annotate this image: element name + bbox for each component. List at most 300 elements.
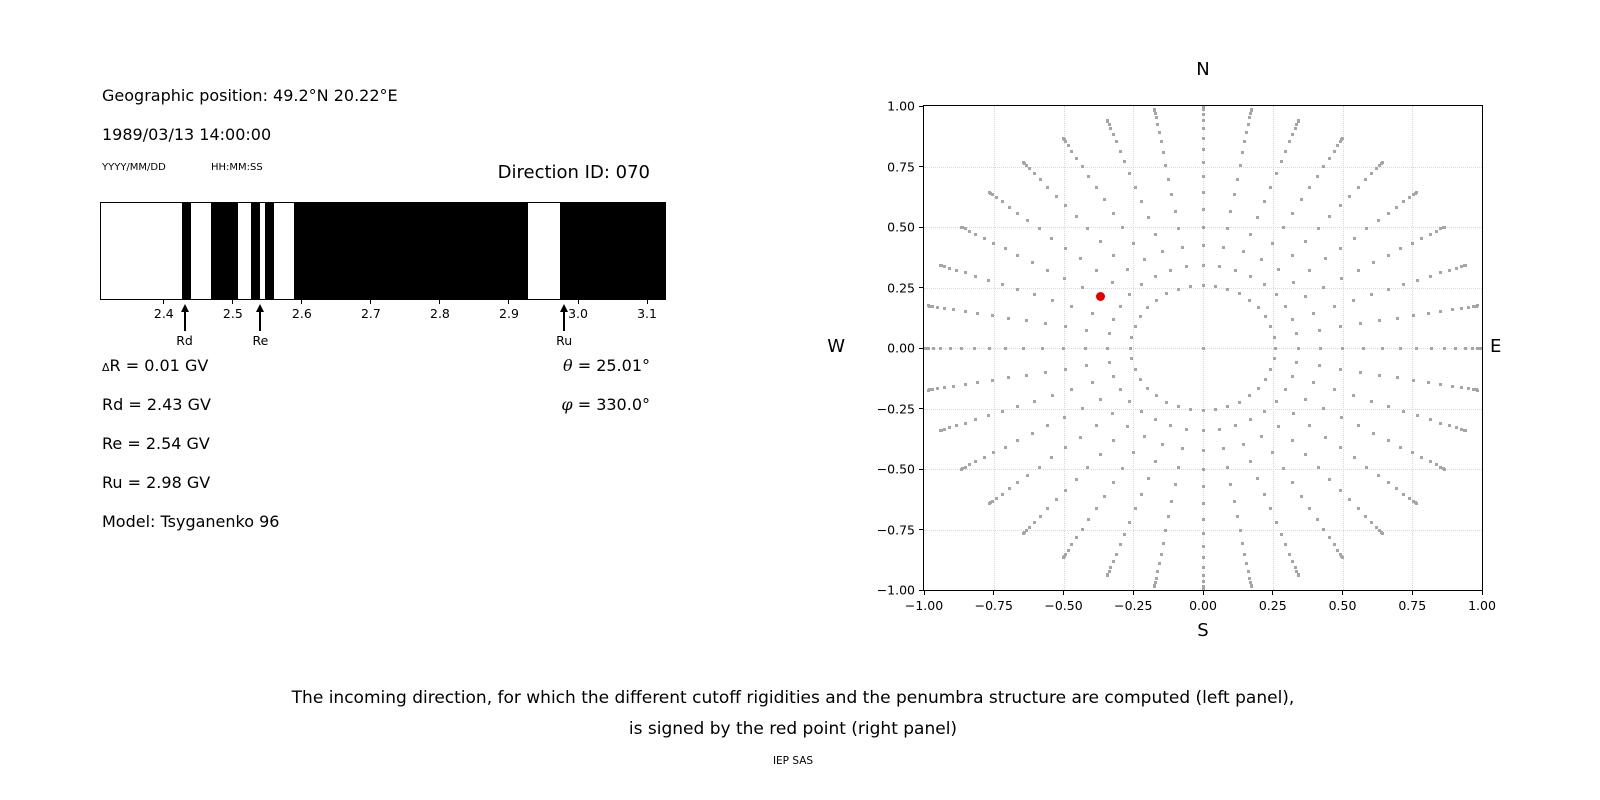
direction-dot	[1022, 347, 1025, 350]
penumbra-band	[211, 203, 239, 299]
direction-dot	[1238, 401, 1241, 404]
direction-dot	[1336, 144, 1339, 147]
direction-dot	[1411, 451, 1414, 454]
direction-dot	[1161, 250, 1164, 253]
direction-dot	[1038, 227, 1041, 230]
gridline-horizontal	[924, 167, 1482, 168]
direction-dot	[1429, 275, 1432, 278]
direction-dot	[1291, 560, 1294, 563]
direction-dot	[1238, 292, 1241, 295]
direction-dot	[1420, 237, 1423, 240]
direction-dot	[1460, 307, 1463, 310]
direction-dot	[1070, 543, 1073, 546]
direction-dot	[1269, 507, 1272, 510]
direction-dot	[1348, 498, 1351, 501]
direction-dot	[1435, 463, 1438, 466]
y-tick-mark	[919, 469, 923, 470]
direction-dot	[1202, 485, 1205, 488]
direction-dot	[1106, 119, 1109, 122]
direction-dot	[1226, 288, 1229, 291]
direction-dot	[1075, 478, 1078, 481]
direction-dot	[995, 497, 998, 500]
direction-dot	[1399, 347, 1402, 350]
direction-dot	[939, 429, 942, 432]
direction-dot	[1064, 368, 1067, 371]
marker-arrow-stem	[184, 311, 186, 331]
direction-dot	[983, 456, 986, 459]
direction-dot	[1134, 325, 1137, 328]
direction-dot	[973, 347, 976, 350]
direction-dot	[1202, 175, 1205, 178]
direction-dot	[1377, 219, 1380, 222]
x-tick-label: 2.5	[222, 306, 243, 321]
direction-dot	[974, 418, 977, 421]
direction-dot	[1202, 244, 1205, 247]
direction-dot	[1189, 408, 1192, 411]
direction-dot	[1448, 424, 1451, 427]
direction-dot	[964, 271, 967, 274]
direction-dot	[936, 387, 939, 390]
direction-dot	[1439, 310, 1442, 313]
direction-dot	[1031, 432, 1034, 435]
direction-dot	[1181, 447, 1184, 450]
direction-dot	[1202, 191, 1205, 194]
direction-dot	[1026, 219, 1029, 222]
direction-dot	[1181, 246, 1184, 249]
direction-dot	[1202, 108, 1205, 111]
direction-dot	[1129, 347, 1132, 350]
y-tick-mark	[919, 106, 923, 107]
caption-line-1: The incoming direction, for which the different cutoff rigidities and the penumbra structure are computed (left panel),	[291, 688, 1295, 708]
direction-dot	[1439, 271, 1442, 274]
direction-dot	[1004, 446, 1007, 449]
direction-dot	[1016, 254, 1019, 257]
y-tick-mark	[919, 590, 923, 591]
x-tick-label: −0.25	[1114, 598, 1153, 613]
direction-dot	[1239, 164, 1242, 167]
direction-dot	[1044, 322, 1047, 325]
direction-dot	[1249, 418, 1252, 421]
direction-dot	[1234, 269, 1237, 272]
direction-dot	[1202, 556, 1205, 559]
direction-dot	[968, 230, 971, 233]
y-tick-label: −0.50	[876, 461, 915, 477]
x-tick-mark	[647, 300, 648, 304]
direction-dot	[1134, 368, 1137, 371]
direction-dot	[1160, 140, 1163, 143]
direction-dot	[952, 308, 955, 311]
direction-dot	[1121, 467, 1124, 470]
direction-dot	[1132, 451, 1135, 454]
direction-dot	[1108, 123, 1111, 126]
direction-dot	[1081, 407, 1084, 410]
direction-dot	[1269, 186, 1272, 189]
direction-dot	[1387, 481, 1390, 484]
direction-dot	[1146, 306, 1149, 309]
directions-plot	[923, 105, 1483, 591]
direction-dot	[1051, 394, 1054, 397]
penumbra-band	[251, 203, 259, 299]
direction-dot	[1119, 305, 1122, 308]
direction-dot	[1108, 361, 1111, 364]
direction-dot	[1295, 123, 1298, 126]
direction-dot	[1218, 428, 1221, 431]
x-tick-mark	[301, 300, 302, 304]
penumbra-band	[182, 203, 191, 299]
direction-dot	[1202, 208, 1205, 211]
theta-symbol: θ	[562, 356, 573, 375]
direction-dot	[1297, 574, 1300, 577]
credit-text: IEP SAS	[772, 755, 814, 767]
direction-dot	[1282, 226, 1285, 229]
direction-dot	[1294, 566, 1297, 569]
direction-dot	[1140, 283, 1143, 286]
direction-dot	[1430, 347, 1433, 350]
direction-dot	[1202, 119, 1205, 122]
direction-dot	[1134, 186, 1137, 189]
direction-dot	[964, 310, 967, 313]
direction-dot	[1025, 319, 1028, 322]
direction-dot	[1263, 410, 1266, 413]
direction-dot	[1016, 212, 1019, 215]
direction-dot	[1443, 226, 1446, 229]
direction-dot	[1249, 233, 1252, 236]
direction-dot	[1429, 233, 1432, 236]
direction-dot	[1070, 150, 1073, 153]
direction-dot	[1001, 410, 1004, 413]
direction-dot	[1300, 495, 1303, 498]
direction-dot	[1455, 426, 1458, 429]
direction-dot	[1340, 416, 1343, 419]
direction-dot	[1339, 204, 1342, 207]
direction-dot	[1277, 425, 1280, 428]
direction-dot	[1026, 474, 1029, 477]
direction-dot	[1202, 532, 1205, 535]
phi-value: = 330.0°	[572, 395, 650, 414]
direction-dot	[1062, 556, 1065, 559]
direction-dot	[1336, 549, 1339, 552]
direction-dot	[1162, 542, 1165, 545]
direction-dot	[927, 304, 930, 307]
direction-dot	[1086, 227, 1089, 230]
direction-dot	[1370, 172, 1373, 175]
direction-dot	[1274, 347, 1277, 350]
x-tick-mark	[993, 591, 994, 595]
gridline-vertical	[1412, 106, 1413, 590]
direction-dot	[1143, 258, 1146, 261]
direction-dot	[1236, 515, 1239, 518]
direction-dot	[1365, 466, 1368, 469]
direction-dot	[1402, 283, 1405, 286]
direction-dot	[952, 385, 955, 388]
direction-dot	[1046, 269, 1049, 272]
direction-dot	[1112, 375, 1115, 378]
compass-south-label: S	[1197, 620, 1209, 641]
direction-dot	[1245, 562, 1248, 565]
direction-dot	[1464, 347, 1467, 350]
direction-dot	[1218, 265, 1221, 268]
direction-dot	[1291, 254, 1294, 257]
direction-dot	[1359, 322, 1362, 325]
direction-dot	[1165, 401, 1168, 404]
direction-dot	[1427, 312, 1430, 315]
direction-dot	[1222, 447, 1225, 450]
direction-dot	[939, 347, 942, 350]
direction-dot	[1481, 347, 1484, 350]
direction-dot	[1016, 405, 1019, 408]
direction-dot	[976, 381, 979, 384]
direction-dot	[1416, 279, 1419, 282]
direction-dot	[1156, 123, 1159, 126]
direction-dot	[931, 305, 934, 308]
direction-dot	[1001, 283, 1004, 286]
direction-dot	[1086, 466, 1089, 469]
direction-dot	[1317, 466, 1320, 469]
direction-dot	[987, 279, 990, 282]
direction-dot	[1264, 315, 1267, 318]
direction-dot	[1189, 285, 1192, 288]
x-tick-mark	[439, 300, 440, 304]
direction-dot	[1162, 151, 1165, 154]
direction-dot	[1153, 585, 1156, 588]
direction-dot	[1292, 412, 1295, 415]
direction-dot	[1119, 543, 1122, 546]
direction-dot	[1402, 200, 1405, 203]
direction-dot	[1280, 160, 1283, 163]
direction-dot	[1408, 196, 1411, 199]
direction-dot	[1284, 305, 1287, 308]
direction-dot	[1095, 269, 1098, 272]
direction-dot	[1087, 175, 1090, 178]
x-tick-label: 0.25	[1258, 598, 1287, 613]
direction-dot	[1025, 374, 1028, 377]
direction-dot	[1322, 286, 1325, 289]
direction-dot	[1046, 186, 1049, 189]
direction-dot	[1248, 116, 1251, 119]
direction-dot	[1022, 161, 1025, 164]
direction-dot	[1324, 257, 1327, 260]
direction-dot	[1226, 405, 1229, 408]
direction-dot	[1106, 347, 1109, 350]
direction-dot	[1233, 193, 1236, 196]
direction-dot	[1016, 288, 1019, 291]
penumbra-band	[294, 203, 529, 299]
direction-dot	[1214, 408, 1217, 411]
direction-dot	[1260, 258, 1263, 261]
direction-dot	[1364, 178, 1367, 181]
direction-dot	[1109, 566, 1112, 569]
x-tick-label: 3.0	[568, 306, 588, 321]
direction-dot	[1160, 553, 1163, 556]
direction-dot	[1269, 325, 1272, 328]
direction-dot	[1111, 412, 1114, 415]
direction-dot	[1370, 400, 1373, 403]
direction-dot	[1067, 144, 1070, 147]
direction-dot	[1364, 515, 1367, 518]
direction-dot	[1234, 424, 1237, 427]
direction-dot	[1402, 410, 1405, 413]
direction-dot	[1378, 374, 1381, 377]
direction-dot	[1202, 284, 1205, 287]
direction-dot	[1039, 515, 1042, 518]
direction-dot	[964, 227, 967, 230]
direction-dot	[1001, 493, 1004, 496]
direction-dot	[1271, 451, 1274, 454]
direction-dot	[1381, 161, 1384, 164]
y-tick-mark	[919, 227, 923, 228]
direction-dot	[1091, 381, 1094, 384]
direction-dot	[1402, 493, 1405, 496]
direction-dot	[1263, 493, 1266, 496]
direction-dot	[1292, 281, 1295, 284]
direction-dot	[1121, 226, 1124, 229]
direction-dot	[1229, 483, 1232, 486]
direction-dot	[1454, 347, 1457, 350]
direction-dot	[1395, 487, 1398, 490]
direction-dot	[1099, 398, 1102, 401]
model-line: Model: Tsyganenko 96	[102, 512, 280, 531]
direction-dot	[1318, 364, 1321, 367]
direction-dot	[1112, 439, 1115, 442]
direction-dot	[1028, 526, 1031, 529]
direction-dot	[1284, 543, 1287, 546]
direction-dot	[1412, 314, 1415, 317]
direction-dot	[1070, 388, 1073, 391]
direction-dot	[1161, 443, 1164, 446]
direction-dot	[1081, 165, 1084, 168]
x-tick-mark	[508, 300, 509, 304]
direction-dot	[1275, 400, 1278, 403]
direction-dot	[1415, 347, 1418, 350]
direction-dot	[1051, 299, 1054, 302]
direction-dot	[1084, 347, 1087, 350]
compass-west-label: W	[827, 336, 845, 357]
direction-dot	[1291, 481, 1294, 484]
direction-dot	[1464, 264, 1467, 267]
direction-dot	[1294, 127, 1297, 130]
format-hints	[102, 162, 263, 173]
x-tick-label: −0.75	[974, 598, 1013, 613]
direction-dot	[1154, 460, 1157, 463]
direction-dot	[1353, 237, 1356, 240]
direction-dot	[1202, 518, 1205, 521]
direction-dot	[1291, 212, 1294, 215]
direction-dot	[976, 312, 979, 315]
direction-dot	[1236, 178, 1239, 181]
x-tick-label: 2.8	[429, 306, 450, 321]
ru-line: Ru = 2.98 GV	[102, 473, 211, 492]
direction-dot	[1008, 206, 1011, 209]
direction-dot	[1308, 424, 1311, 427]
y-tick-mark	[919, 408, 923, 409]
direction-dot	[1099, 453, 1102, 456]
direction-dot	[988, 502, 991, 505]
direction-dot	[1062, 137, 1065, 140]
direction-dot	[943, 307, 946, 310]
direction-dot	[1263, 200, 1266, 203]
direction-dot	[1451, 385, 1454, 388]
direction-dot	[1134, 507, 1137, 510]
direction-dot	[1004, 247, 1007, 250]
direction-dot	[1167, 515, 1170, 518]
direction-dot	[1273, 357, 1276, 360]
direction-dot	[1248, 577, 1251, 580]
direction-dot	[1164, 529, 1167, 532]
direction-dot	[1248, 394, 1251, 397]
direction-dot	[1471, 347, 1474, 350]
direction-dot	[991, 314, 994, 317]
direction-dot	[1387, 212, 1390, 215]
direction-dot	[1169, 269, 1172, 272]
direction-dot	[955, 269, 958, 272]
direction-dot	[943, 428, 946, 431]
direction-dot	[1103, 495, 1106, 498]
direction-dot	[1167, 178, 1170, 181]
x-tick-label: 2.4	[153, 306, 174, 321]
direction-dot	[1128, 521, 1131, 524]
direction-dot	[1115, 140, 1118, 143]
direction-dot	[1273, 336, 1276, 339]
marker-label: Rd	[176, 333, 193, 348]
direction-dot	[1297, 119, 1300, 122]
direction-dot	[1288, 553, 1291, 556]
direction-dot	[949, 347, 952, 350]
direction-dot	[1128, 293, 1131, 296]
direction-dot	[1242, 250, 1245, 253]
y-tick-label: −0.75	[876, 522, 915, 537]
direction-dot	[1055, 195, 1058, 198]
direction-dot	[1007, 376, 1010, 379]
direction-dot	[1341, 347, 1344, 350]
direction-dot	[948, 426, 951, 429]
direction-dot	[1081, 286, 1084, 289]
x-tick-label: 0.50	[1328, 598, 1357, 613]
direction-dot	[1108, 332, 1111, 335]
direction-dot	[1415, 502, 1418, 505]
direction-dot	[1070, 305, 1073, 308]
direction-dot	[1476, 304, 1479, 307]
direction-dot	[1387, 288, 1390, 291]
direction-dot	[960, 226, 963, 229]
direction-dot	[1164, 164, 1167, 167]
direction-dot	[1328, 536, 1331, 539]
direction-dot	[1304, 398, 1307, 401]
direction-dot	[1359, 371, 1362, 374]
direction-dot	[927, 347, 930, 350]
direction-dot	[1106, 574, 1109, 577]
direction-dot	[1085, 364, 1088, 367]
direction-dot	[1039, 178, 1042, 181]
direction-dot	[1284, 388, 1287, 391]
direction-dot	[1357, 507, 1360, 510]
direction-dot	[1312, 381, 1315, 384]
y-tick-mark	[919, 287, 923, 288]
direction-dot	[1247, 570, 1250, 573]
y-tick-mark	[919, 348, 923, 349]
direction-dot	[968, 463, 971, 466]
direction-dot	[1250, 585, 1253, 588]
y-tick-label: 0.25	[887, 280, 915, 295]
direction-dot	[1147, 477, 1150, 480]
direction-dot	[1304, 295, 1307, 298]
datetime-text: 1989/03/13 14:00:00	[102, 125, 272, 144]
direction-dot	[1126, 425, 1129, 428]
x-tick-mark	[1203, 591, 1204, 595]
direction-dot	[1341, 137, 1344, 140]
direction-dot	[988, 191, 991, 194]
direction-dot	[1333, 543, 1336, 546]
date-format-hint: YYYY/MM/DD	[102, 162, 166, 173]
